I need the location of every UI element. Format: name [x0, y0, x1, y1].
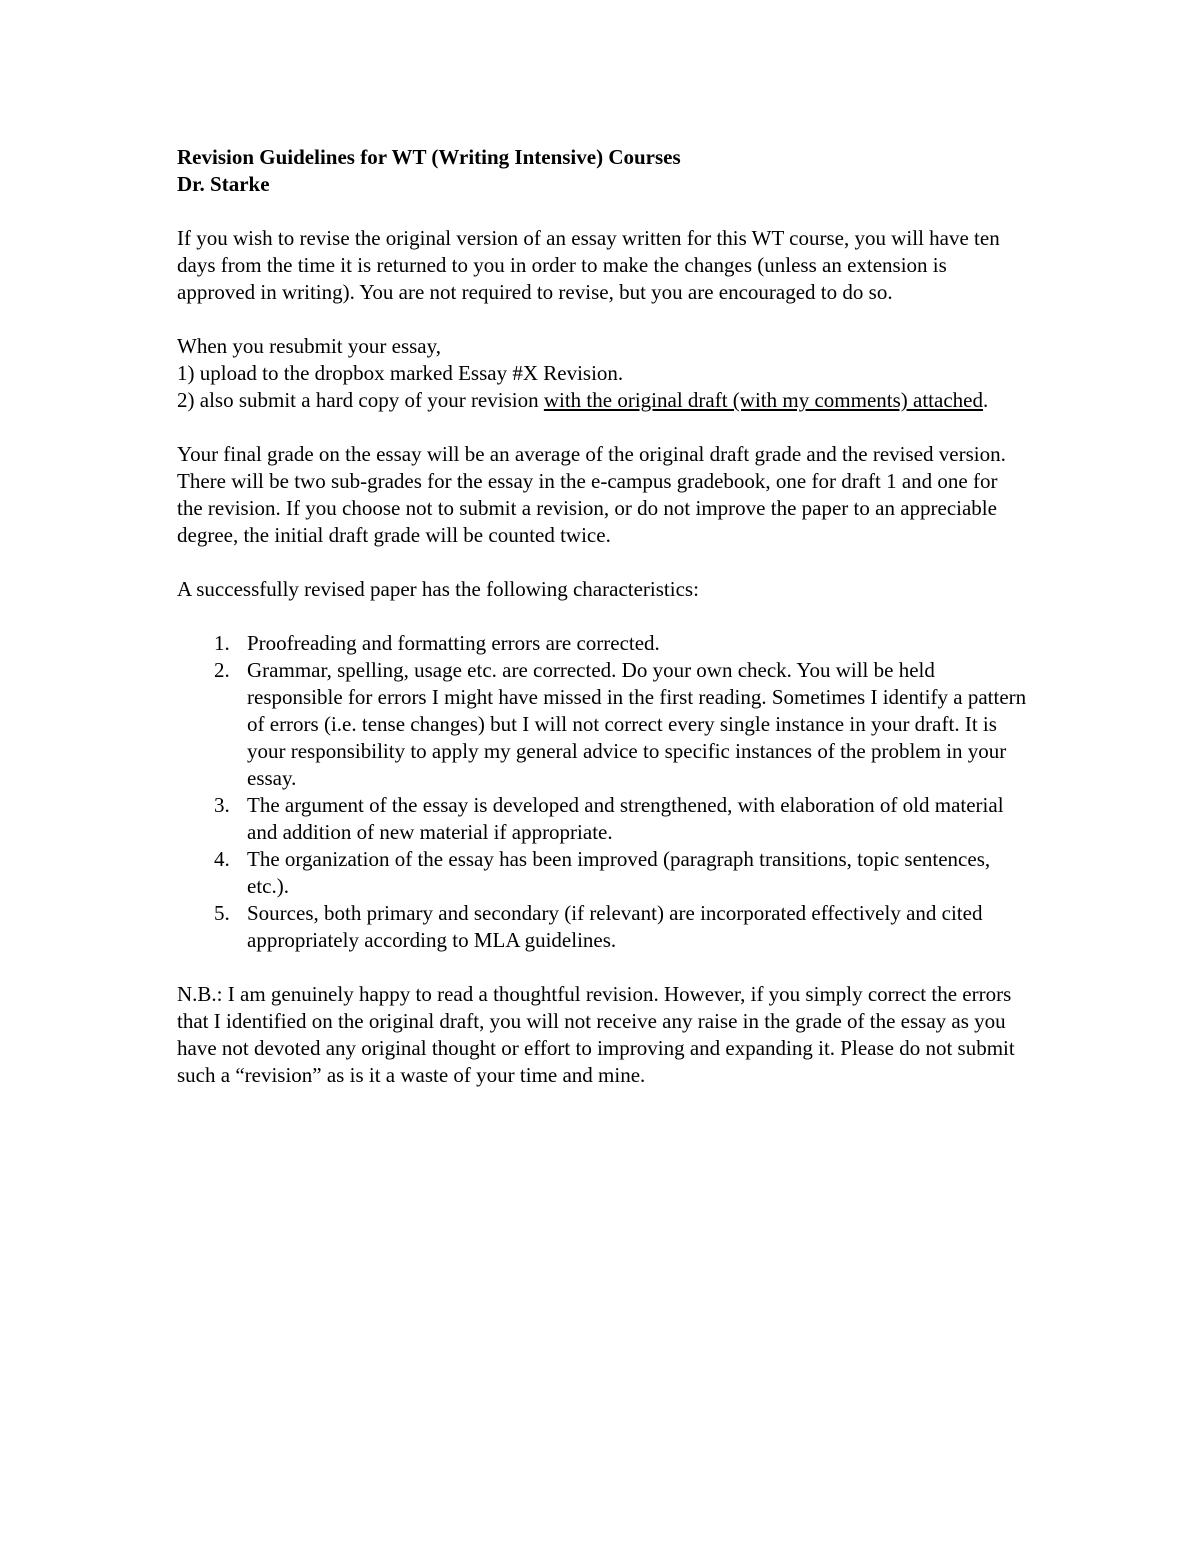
resubmit-step-2-suffix: . [982, 388, 989, 412]
characteristics-list [177, 630, 1027, 954]
list-item-number: 5. [214, 901, 230, 925]
list-item-number: 3. [214, 793, 230, 817]
list-item-number: 1. [214, 631, 230, 655]
resubmit-lead: When you resubmit your essay, [177, 334, 441, 358]
list-item [177, 846, 1027, 900]
list-item-number: 4. [214, 847, 230, 871]
characteristics-lead: A successfully revised paper has the following characteristics: [177, 577, 699, 601]
resubmit-step-2 [177, 387, 1027, 414]
document-author: Dr. Starke [177, 172, 270, 196]
list-item-text: Grammar, spelling, usage etc. are corrected. Do your own check. You will be held responsible for errors I might have missed in the first reading. Sometimes I identify a pattern of errors (i.e. tense changes) but I will not correct every single instance in your draft. It is your responsibility to apply my general advice to specific instances of the problem in your essay. [247, 658, 1027, 790]
list-item-text: The argument of the essay is developed and strengthened, with elaboration of old material and addition of new material if appropriate. [247, 793, 1004, 844]
list-item-text: The organization of the essay has been improved (paragraph transitions, topic sentences, etc.). [247, 847, 991, 898]
document-title: Revision Guidelines for WT (Writing Intensive) Courses [177, 145, 681, 169]
document-page [177, 144, 1027, 1089]
list-item [177, 630, 1027, 657]
list-item-number: 2. [214, 658, 230, 682]
resubmit-step-2-prefix: 2) also submit a hard copy of your revision [177, 388, 544, 412]
list-item [177, 792, 1027, 846]
nb-paragraph: N.B.: I am genuinely happy to read a thoughtful revision. However, if you simply correct the errors that I identified on the original draft, you will not receive any raise in the grade of the essay as you have not devoted any original thought or effort to improving and expanding it. Please do not submit such a “revision” as is it a waste of your time and mine. [177, 982, 1015, 1087]
list-item [177, 657, 1027, 792]
intro-paragraph: If you wish to revise the original version of an essay written for this WT course, you will have ten days from the time it is returned to you in order to make the changes (unless an extension is approved in writing). You are not required to revise, but you are encouraged to do so. [177, 226, 1000, 304]
list-item [177, 900, 1027, 954]
resubmit-step-2-underlined: with the original draft (with my comments) attached [543, 388, 983, 412]
list-item-text: Proofreading and formatting errors are corrected. [247, 631, 660, 655]
list-item-text: Sources, both primary and secondary (if relevant) are incorporated effectively and cited appropriately according to MLA guidelines. [247, 901, 983, 952]
grading-paragraph: Your final grade on the essay will be an average of the original draft grade and the revised version. There will be two sub-grades for the essay in the e-campus gradebook, one for draft 1 and one for the revision. If you choose not to submit a revision, or do not improve the paper to an appreciable degree, the initial draft grade will be counted twice. [177, 442, 1006, 547]
resubmit-step-1: 1) upload to the dropbox marked Essay #X Revision. [177, 361, 624, 385]
